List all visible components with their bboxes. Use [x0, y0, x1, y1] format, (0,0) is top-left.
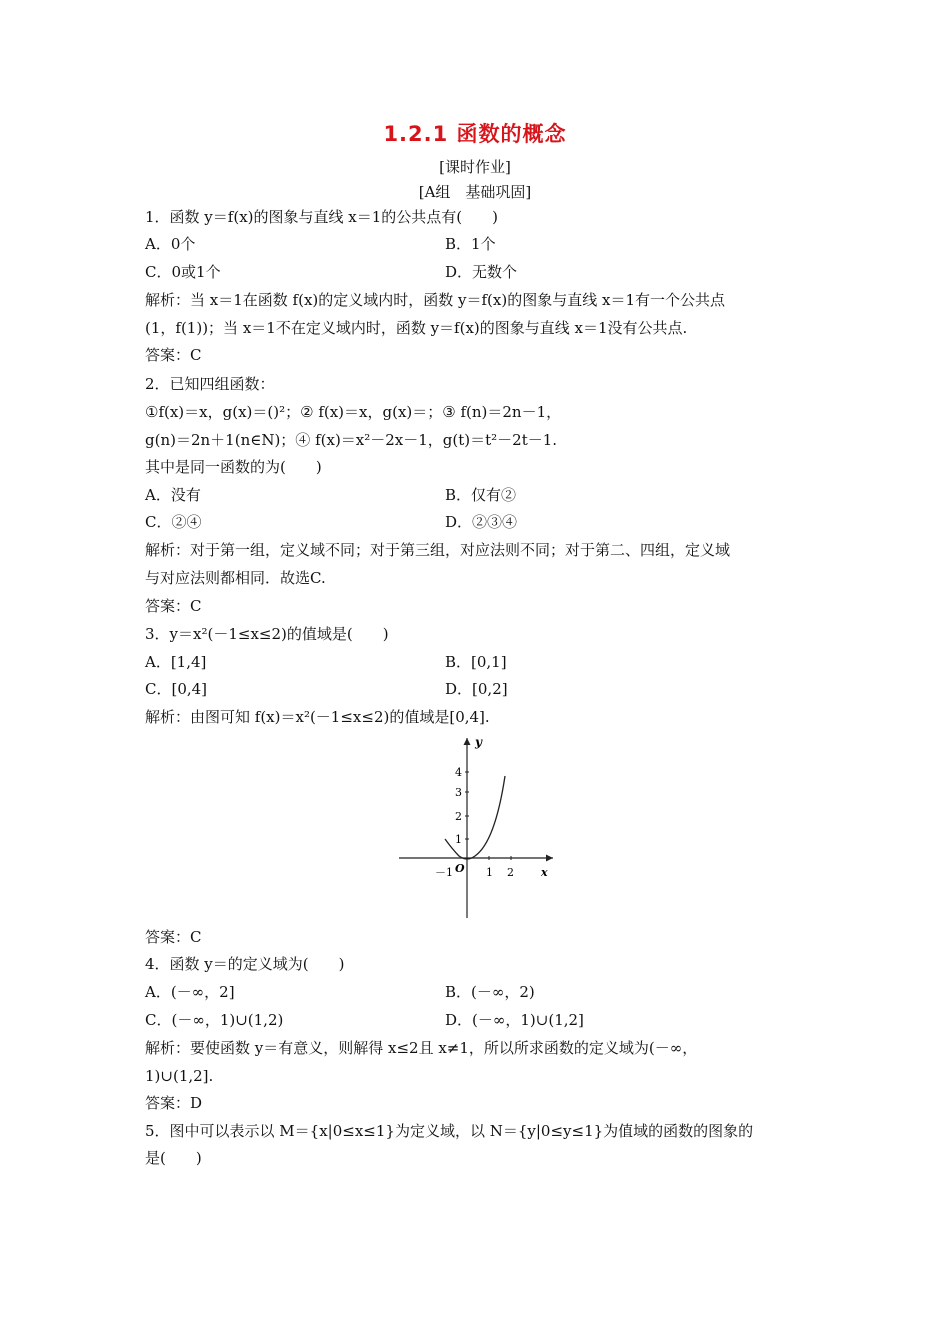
q2-analysis-line1: 解析：对于第一组，定义域不同；对于第三组，对应法则不同；对于第二、四组，定义域 [145, 541, 731, 559]
q2-answer: 答案：C [145, 597, 202, 615]
q2-option-c: C．②④ [145, 513, 202, 531]
group-label: [A组 基础巩固] [418, 183, 532, 201]
q4-option-c: C．(－∞，1)∪(1,2) [145, 1011, 284, 1029]
x-tick-label-neg1: －1 [435, 866, 453, 879]
y-tick-label-1: 1 [455, 833, 462, 846]
x-axis-label: x [541, 866, 548, 879]
q4-option-b: B．(－∞，2) [445, 983, 535, 1001]
y-tick-label-4: 4 [455, 766, 462, 779]
q4-answer: 答案：D [145, 1094, 203, 1112]
q3-analysis: 解析：由图可知 f(x)＝x²(－1≤x≤2)的值域是[0,4]. [145, 708, 490, 726]
q1-option-d: D．无数个 [445, 263, 518, 281]
parabola-curve [445, 776, 505, 859]
q3-answer: 答案：C [145, 928, 202, 946]
q1-option-b: B．1个 [445, 235, 496, 253]
q2-analysis-line2: 与对应法则都相同．故选C. [145, 569, 326, 587]
q1-option-a: A．0个 [145, 235, 196, 253]
q3-option-a: A．[1,4] [145, 653, 207, 671]
q5-stem-line1: 5．图中可以表示以 M＝{x|0≤x≤1}为定义域，以 N＝{y|0≤y≤1}为值域的函数的图象的 [145, 1122, 754, 1140]
x-tick-label-2: 2 [507, 866, 514, 879]
q4-analysis-line1: 解析：要使函数 y＝有意义，则解得 x≤2且 x≠1，所以所求函数的定义域为(－∞， [145, 1039, 698, 1057]
parabola-graph [395, 732, 560, 922]
origin-label: O [455, 862, 465, 875]
q2-question: 其中是同一函数的为( ) [145, 458, 322, 476]
q1-stem: 1．函数 y＝f(x)的图象与直线 x＝1的公共点有( ) [145, 208, 498, 226]
q2-functions-line1: ①f(x)＝x，g(x)＝()²；② f(x)＝x，g(x)＝；③ f(n)＝2n－1， [145, 403, 562, 421]
q2-stem: 2．已知四组函数： [145, 375, 275, 393]
q1-option-c: C．0或1个 [145, 263, 221, 281]
q1-analysis-line2: (1，f(1))；当 x＝1不在定义域内时，函数 y＝f(x)的图象与直线 x＝1没有公共点. [145, 319, 688, 337]
q5-stem-line2: 是( ) [145, 1149, 202, 1167]
q4-stem: 4．函数 y＝的定义域为( ) [145, 955, 345, 973]
q1-analysis-line1: 解析：当 x＝1在函数 f(x)的定义域内时，函数 y＝f(x)的图象与直线 x＝1有一个公共点 [145, 291, 725, 309]
q2-option-d: D．②③④ [445, 513, 518, 531]
q1-answer: 答案：C [145, 346, 202, 364]
q3-option-d: D．[0,2] [445, 680, 508, 698]
q3-option-c: C．[0,4] [145, 680, 208, 698]
page-title: 1.2.1 函数的概念 [383, 122, 567, 146]
section-label: [课时作业] [439, 158, 511, 176]
q2-option-a: A．没有 [145, 486, 201, 504]
q2-functions-line2: g(n)＝2n＋1(n∈N)；④ f(x)＝x²－2x－1，g(t)＝t²－2t－1. [145, 431, 558, 449]
q3-stem: 3．y＝x²(－1≤x≤2)的值域是( ) [145, 625, 389, 643]
x-tick-label-1: 1 [486, 866, 493, 879]
q4-option-a: A．(－∞，2] [145, 983, 235, 1001]
q4-analysis-line2: 1)∪(1,2]. [145, 1067, 214, 1085]
y-tick-label-3: 3 [455, 786, 462, 799]
y-axis-label: y [475, 735, 482, 749]
q2-option-b: B．仅有② [445, 486, 517, 504]
q3-option-b: B．[0,1] [445, 653, 507, 671]
y-tick-label-2: 2 [455, 810, 462, 823]
q4-option-d: D．(－∞，1)∪(1,2] [445, 1011, 584, 1029]
